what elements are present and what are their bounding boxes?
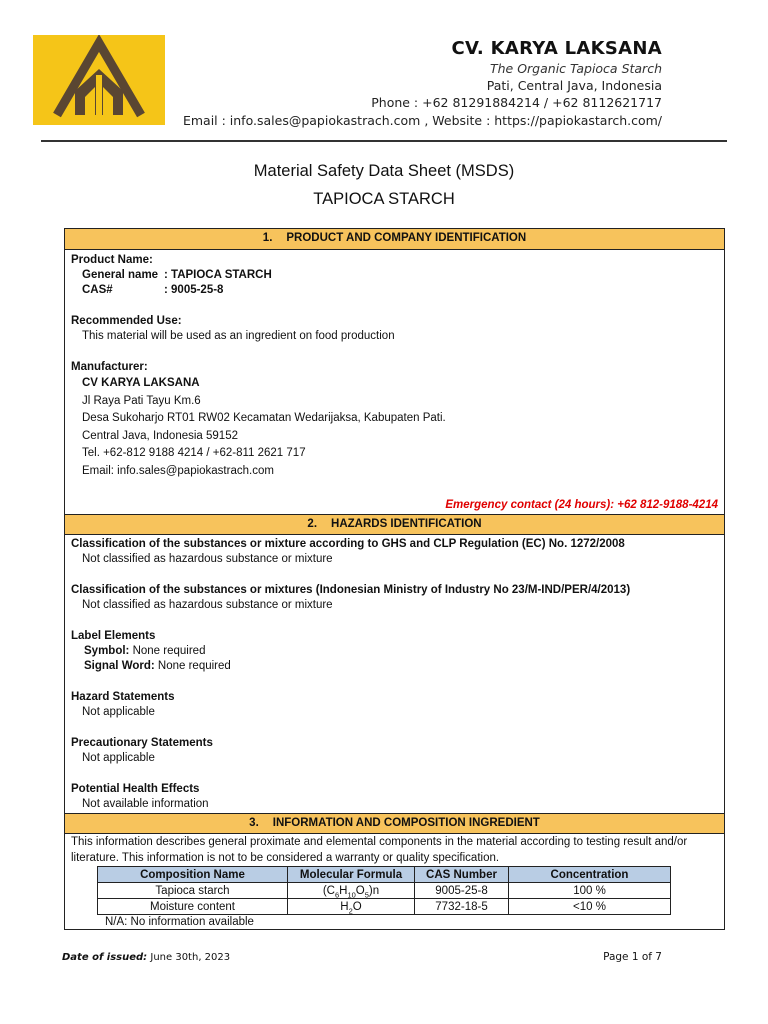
issue-date-label: Date of issued: bbox=[62, 952, 148, 963]
cas-number: 7732-18-5 bbox=[415, 899, 509, 915]
composition-name: Tapioca starch bbox=[98, 883, 288, 899]
company-info bbox=[183, 38, 662, 130]
signal-word-value: None required bbox=[157, 660, 231, 672]
composition-name: Moisture content bbox=[98, 899, 288, 915]
manufacturer-village: Desa Sukoharjo RT01 RW02 Kecamatan Wedarijaksa, Kabupaten Pati. bbox=[82, 412, 446, 424]
page-number: Page 1 of 7 bbox=[603, 951, 662, 963]
signal-word-row bbox=[84, 659, 231, 674]
ghs-classification-text: Not classified as hazardous substance or mixture bbox=[82, 553, 333, 565]
document-title: Material Safety Data Sheet (MSDS) bbox=[253, 162, 515, 180]
section-1-header bbox=[65, 229, 724, 250]
concentration: <10 % bbox=[509, 899, 671, 915]
company-address: Pati, Central Java, Indonesia bbox=[486, 78, 662, 93]
issue-date-value: June 30th, 2023 bbox=[150, 952, 231, 963]
column-header: CAS Number bbox=[415, 867, 509, 883]
composition-table bbox=[97, 866, 671, 915]
section-title: INFORMATION AND COMPOSITION INGREDIENT bbox=[272, 817, 540, 829]
general-name-label: General name bbox=[82, 269, 159, 281]
msds-sheet bbox=[64, 228, 725, 930]
section-3-header bbox=[65, 813, 724, 834]
recommended-use-label: Recommended Use: bbox=[71, 315, 182, 327]
composition-intro-line2: literature. This information is not to be considered a warranty or quality specification. bbox=[71, 852, 500, 864]
document-subtitle: TAPIOCA STARCH bbox=[313, 190, 455, 208]
composition-table-header bbox=[98, 867, 671, 883]
section-number: 1. bbox=[262, 232, 273, 244]
hazard-statements-label: Hazard Statements bbox=[71, 691, 175, 703]
section-number: 3. bbox=[249, 817, 259, 829]
emergency-contact: Emergency contact (24 hours): +62 812-9188-4214 bbox=[445, 499, 718, 511]
general-name-row bbox=[82, 268, 272, 283]
section-title: HAZARDS IDENTIFICATION bbox=[331, 518, 482, 530]
issue-date bbox=[62, 952, 230, 963]
precautionary-statements-text: Not applicable bbox=[82, 752, 155, 764]
molecular-formula: $H_2O$ bbox=[288, 899, 415, 915]
composition-intro-line1: This information describes general proximate and elemental components in the material according to testing result and/or bbox=[71, 836, 688, 848]
table-row bbox=[98, 883, 671, 899]
company-contact: Email : info.sales@papiokastrach.com , Website : https://papiokastarch.com/ bbox=[182, 113, 662, 128]
precautionary-statements-label: Precautionary Statements bbox=[71, 737, 213, 749]
recommended-use-text: This material will be used as an ingredient on food production bbox=[82, 330, 395, 342]
company-logo bbox=[33, 35, 165, 125]
section-number: 2. bbox=[307, 518, 318, 530]
company-name: CV. KARYA LAKSANA bbox=[451, 38, 662, 59]
product-name-label: Product Name: bbox=[71, 254, 153, 266]
company-tagline: The Organic Tapioca Starch bbox=[489, 61, 662, 76]
table-row bbox=[98, 899, 671, 915]
cas-value: : 9005-25-8 bbox=[164, 284, 224, 296]
manufacturer-name: CV KARYA LAKSANA bbox=[82, 377, 200, 389]
company-phone: Phone : +62 81291884214 / +62 8112621717 bbox=[371, 95, 662, 110]
manufacturer-phone: Tel. +62-812 9188 4214 / +62-811 2621 717 bbox=[82, 447, 306, 459]
label-elements-heading: Label Elements bbox=[71, 630, 156, 642]
symbol-label: Symbol: bbox=[84, 645, 130, 657]
column-header: Molecular Formula bbox=[288, 867, 415, 883]
health-effects-label: Potential Health Effects bbox=[71, 783, 200, 795]
manufacturer-street: Jl Raya Pati Tayu Km.6 bbox=[82, 395, 201, 407]
concentration: 100 % bbox=[509, 883, 671, 899]
general-name-value: : TAPIOCA STARCH bbox=[164, 269, 272, 281]
symbol-row bbox=[84, 644, 205, 659]
column-header: Concentration bbox=[509, 867, 671, 883]
logo-icon bbox=[33, 35, 165, 125]
table-note: N/A: No information available bbox=[105, 916, 254, 928]
manufacturer-region: Central Java, Indonesia 59152 bbox=[82, 430, 238, 442]
cas-row bbox=[82, 283, 223, 298]
health-effects-text: Not available information bbox=[82, 798, 209, 810]
manufacturer-email: Email: info.sales@papiokastrach.com bbox=[82, 465, 274, 477]
symbol-value: None required bbox=[132, 645, 206, 657]
section-2-header bbox=[65, 514, 724, 535]
hazard-statements-text: Not applicable bbox=[82, 706, 155, 718]
header-divider bbox=[41, 140, 727, 142]
ghs-classification-label: Classification of the substances or mixture according to GHS and CLP Regulation (EC) No. 1272/2008 bbox=[71, 538, 625, 550]
cas-label: CAS# bbox=[82, 284, 113, 296]
cas-number: 9005-25-8 bbox=[415, 883, 509, 899]
signal-word-label: Signal Word: bbox=[84, 660, 155, 672]
column-header: Composition Name bbox=[98, 867, 288, 883]
indo-classification-label: Classification of the substances or mixtures (Indonesian Ministry of Industry No 23/M-IND/PER/4/2013) bbox=[71, 584, 631, 596]
molecular-formula: $(C_6H_{10}O_5)n$ bbox=[288, 883, 415, 899]
section-title: PRODUCT AND COMPANY IDENTIFICATION bbox=[286, 232, 527, 244]
manufacturer-label: Manufacturer: bbox=[71, 361, 148, 373]
indo-classification-text: Not classified as hazardous substance or mixture bbox=[82, 599, 333, 611]
